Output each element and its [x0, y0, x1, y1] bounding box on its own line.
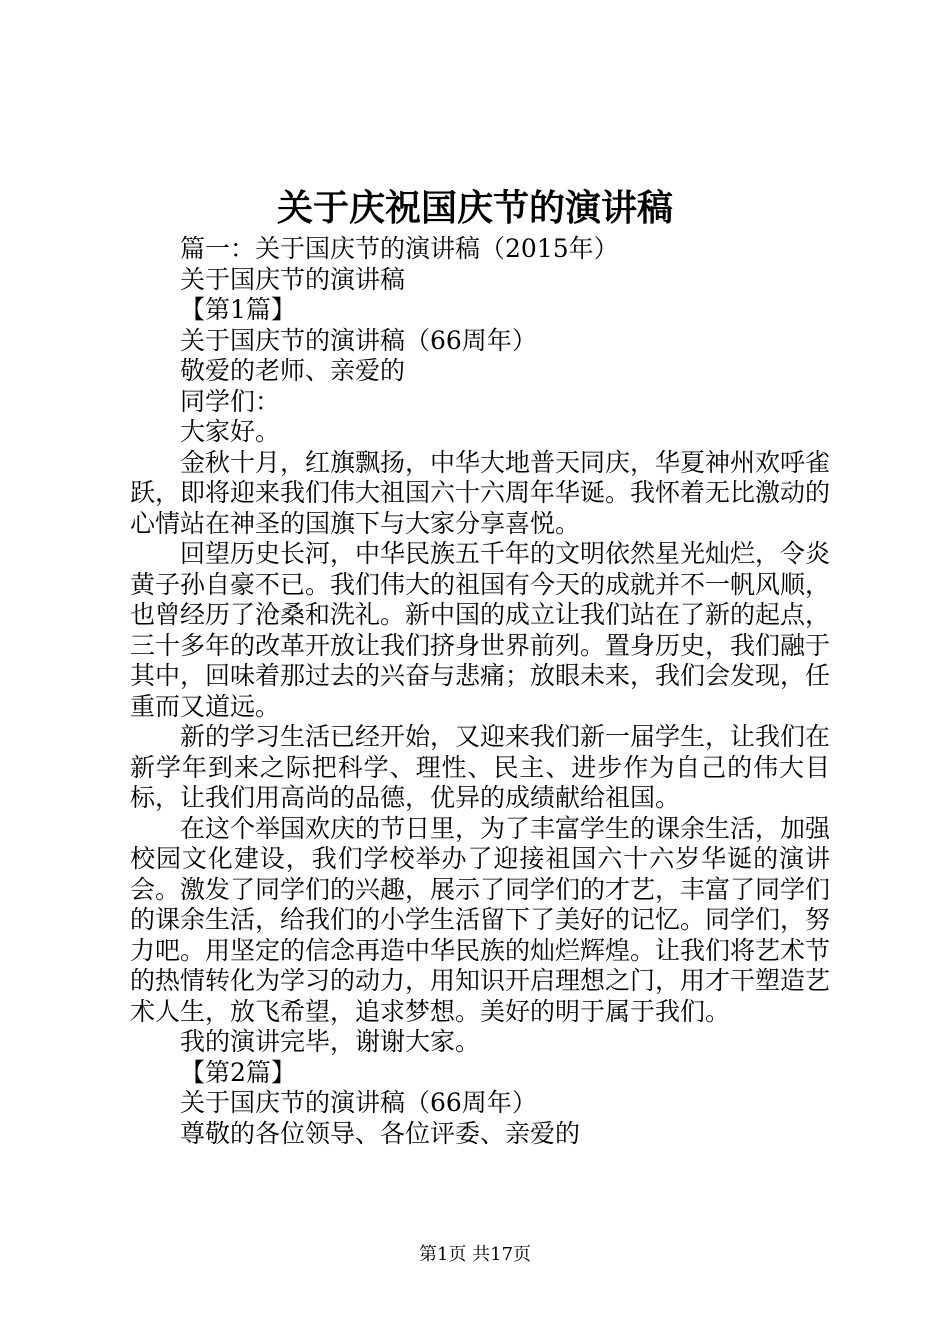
page-number-footer: 第1页 共17页: [418, 1244, 532, 1265]
section-heading: 篇一：关于国庆节的演讲稿（2015年）: [180, 234, 619, 263]
body-paragraph: 在这个举国欢庆的节日里，为了丰富学生的课余生活，加强校园文化建设，我们学校举办了迎接祖国六十六岁华诞的演讲会。激发了同学们的兴趣，展示了同学们的才艺，丰富了同学们的课余生活，给我们的小学生活留下了美好的记忆。同学们，努力吧。用坚定的信念再造中华民族的灿烂辉煌。让我们将艺术节的热情转化为学习的动力，用知识开启理想之门，用才干塑造艺术人生，放飞希望，追求梦想。美好的明于属于我们。: [130, 813, 831, 1026]
greeting-line: 大家好。: [180, 417, 281, 446]
document-body: [130, 234, 830, 1149]
salutation-line: 尊敬的各位领导、各位评委、亲爱的: [180, 1118, 581, 1148]
speech-subtitle: 关于国庆节的演讲稿（66周年）: [180, 1088, 537, 1117]
closing-line: 我的演讲完毕，谢谢大家。: [180, 1027, 481, 1056]
part-label: 【第1篇】: [180, 295, 296, 324]
body-paragraph: 新的学习生活已经开始，又迎来我们新一届学生，让我们在新学年到来之际把科学、理性、民主、进步作为自己的伟大目标，让我们用高尚的品德，优异的成绩献给祖国。: [130, 722, 831, 812]
body-paragraph: 回望历史长河，中华民族五千年的文明依然星光灿烂，令炎黄子孙自豪不已。我们伟大的祖国有今天的成就并不一帆风顺，也曾经历了沧桑和洗礼。新中国的成立让我们站在了新的起点，三十多年的改革开放让我们挤身世界前列。置身历史，我们融于其中，回味着那过去的兴奋与悲痛；放眼未来，我们会发现，任重而又道远。: [130, 539, 831, 721]
salutation-line: 敬爱的老师、亲爱的: [180, 356, 406, 385]
salutation-line: 同学们：: [180, 386, 281, 416]
part-label: 【第2篇】: [180, 1057, 296, 1087]
body-paragraph: 金秋十月，红旗飘扬，中华大地普天同庆，华夏神州欢呼雀跃，即将迎来我们伟大祖国六十六周年华诞。我怀着无比激动的心情站在神圣的国旗下与大家分享喜悦。: [130, 447, 831, 538]
speech-title: 关于国庆节的演讲稿: [180, 264, 406, 294]
speech-subtitle: 关于国庆节的演讲稿（66周年）: [180, 325, 537, 355]
document-title: 关于庆祝国庆节的演讲稿: [276, 187, 673, 229]
